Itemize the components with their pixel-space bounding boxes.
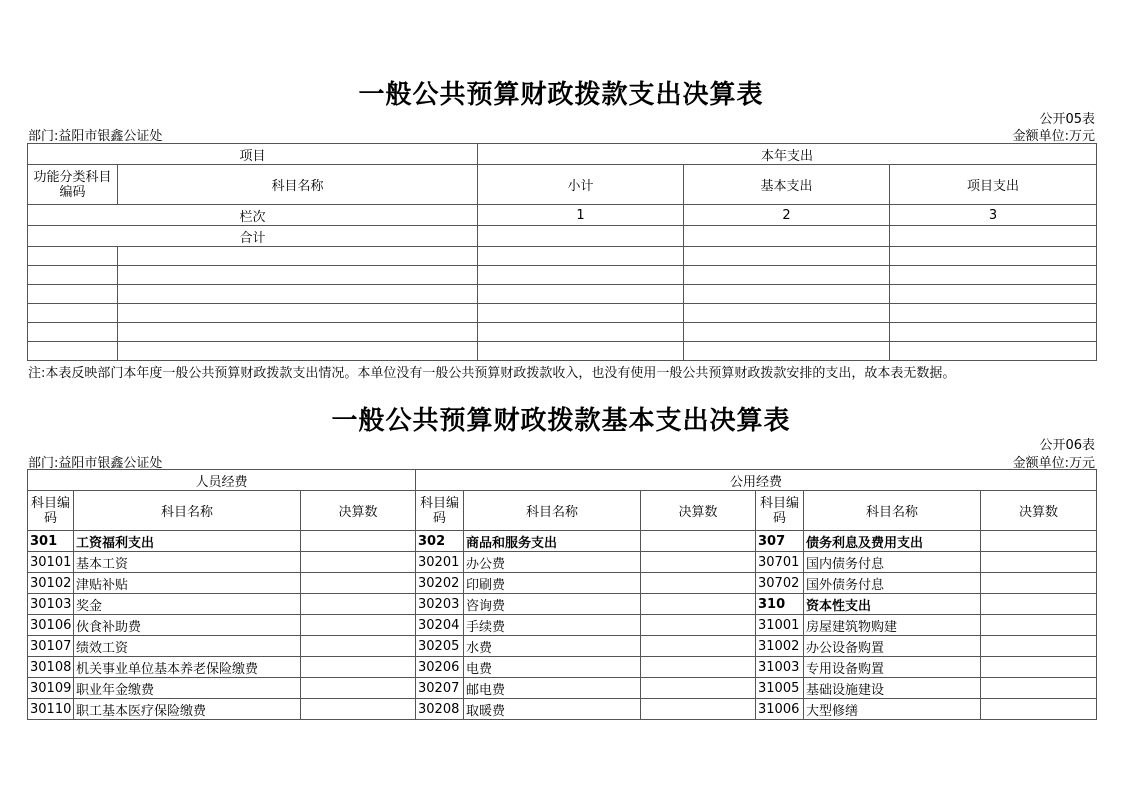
table-row — [28, 615, 1097, 636]
subject-code: 31001 — [756, 615, 804, 636]
table2-title: 一般公共预算财政拨款基本支出决算表 — [331, 406, 791, 436]
header-project: 项目支出 — [890, 165, 1097, 205]
column-index-3: 3 — [890, 205, 1097, 226]
amount — [641, 531, 756, 552]
amount — [301, 615, 416, 636]
header-public: 公用经费 — [416, 470, 1097, 491]
subject-code: 31005 — [756, 678, 804, 699]
total-basic — [684, 226, 890, 247]
header-name: 科目名称 — [804, 491, 981, 531]
header-personnel: 人员经费 — [28, 470, 416, 491]
header-basic: 基本支出 — [684, 165, 890, 205]
table2-department: 部门:益阳市银鑫公证处 — [28, 456, 163, 471]
total-subtotal — [478, 226, 684, 247]
subject-code: 30206 — [416, 657, 464, 678]
subject-name: 基础设施建设 — [804, 678, 981, 699]
amount — [301, 636, 416, 657]
subject-code: 30102 — [28, 573, 74, 594]
subject-name: 取暖费 — [464, 699, 641, 720]
table-row — [28, 552, 1097, 573]
table1-unit: 金额单位:万元 — [1012, 129, 1095, 144]
subject-code: 30204 — [416, 615, 464, 636]
subject-code: 30701 — [756, 552, 804, 573]
table-row — [28, 657, 1097, 678]
subject-name: 大型修缮 — [804, 699, 981, 720]
subject-code: 30107 — [28, 636, 74, 657]
amount — [301, 678, 416, 699]
table-row — [28, 266, 1097, 285]
subject-name: 房屋建筑物购建 — [804, 615, 981, 636]
subject-name: 电费 — [464, 657, 641, 678]
table1-note: 注:本表反映部门本年度一般公共预算财政拨款支出情况。本单位没有一般公共预算财政拨款收入，也没有使用一般公共预算财政拨款安排的支出，故本表无数据。 — [28, 366, 956, 381]
subject-code: 30101 — [28, 552, 74, 573]
amount — [641, 657, 756, 678]
table-row — [28, 699, 1097, 720]
table-row — [28, 285, 1097, 304]
subject-code: 30202 — [416, 573, 464, 594]
amount — [301, 699, 416, 720]
table1 — [27, 143, 1097, 361]
amount — [301, 552, 416, 573]
amount — [641, 678, 756, 699]
amount — [301, 531, 416, 552]
subject-code: 30205 — [416, 636, 464, 657]
table-row — [28, 304, 1097, 323]
header-item: 项目 — [28, 144, 478, 165]
subject-name: 商品和服务支出 — [464, 531, 641, 552]
subject-name: 职业年金缴费 — [74, 678, 301, 699]
amount — [301, 657, 416, 678]
amount — [981, 531, 1097, 552]
amount — [641, 573, 756, 594]
header-function-code: 功能分类科目编码 — [28, 165, 118, 205]
subject-name: 办公费 — [464, 552, 641, 573]
subject-name: 工资福利支出 — [74, 531, 301, 552]
total-project — [890, 226, 1097, 247]
subject-code: 31003 — [756, 657, 804, 678]
table-row — [28, 636, 1097, 657]
table-row — [28, 678, 1097, 699]
table-row — [28, 323, 1097, 342]
header-name: 科目名称 — [74, 491, 301, 531]
amount — [981, 678, 1097, 699]
subject-name: 基本工资 — [74, 552, 301, 573]
amount — [641, 615, 756, 636]
amount — [981, 699, 1097, 720]
column-index-2: 2 — [684, 205, 890, 226]
subject-code: 30106 — [28, 615, 74, 636]
amount — [301, 573, 416, 594]
subject-name: 国外债务付息 — [804, 573, 981, 594]
subject-name: 绩效工资 — [74, 636, 301, 657]
table2 — [27, 469, 1097, 720]
subject-code: 30207 — [416, 678, 464, 699]
subject-code: 30702 — [756, 573, 804, 594]
column-index-1: 1 — [478, 205, 684, 226]
table1-department: 部门:益阳市银鑫公证处 — [28, 129, 163, 144]
table2-code: 公开06表 — [1039, 438, 1095, 453]
subject-name: 资本性支出 — [804, 594, 981, 615]
amount — [981, 594, 1097, 615]
subject-name: 国内债务付息 — [804, 552, 981, 573]
subject-code: 30110 — [28, 699, 74, 720]
subject-code: 30201 — [416, 552, 464, 573]
subject-name: 津贴补贴 — [74, 573, 301, 594]
subject-name: 机关事业单位基本养老保险缴费 — [74, 657, 301, 678]
amount — [981, 657, 1097, 678]
subject-code: 307 — [756, 531, 804, 552]
header-amount: 决算数 — [301, 491, 416, 531]
amount — [641, 636, 756, 657]
subject-name: 专用设备购置 — [804, 657, 981, 678]
table2-unit: 金额单位:万元 — [1012, 456, 1095, 471]
table-row — [28, 247, 1097, 266]
table-row — [28, 531, 1097, 552]
header-year-expense: 本年支出 — [478, 144, 1097, 165]
amount — [981, 552, 1097, 573]
amount — [981, 615, 1097, 636]
table-row — [28, 342, 1097, 361]
amount — [641, 552, 756, 573]
header-code: 科目编码 — [756, 491, 804, 531]
header-code: 科目编码 — [28, 491, 74, 531]
amount — [641, 594, 756, 615]
subject-name: 印刷费 — [464, 573, 641, 594]
amount — [981, 636, 1097, 657]
subject-name: 伙食补助费 — [74, 615, 301, 636]
header-code: 科目编码 — [416, 491, 464, 531]
subject-name: 办公设备购置 — [804, 636, 981, 657]
total-label: 合计 — [28, 226, 478, 247]
subject-name: 奖金 — [74, 594, 301, 615]
header-subtotal: 小计 — [478, 165, 684, 205]
amount — [641, 699, 756, 720]
table1-code: 公开05表 — [1039, 112, 1095, 127]
subject-code: 301 — [28, 531, 74, 552]
subject-name: 咨询费 — [464, 594, 641, 615]
subject-name: 邮电费 — [464, 678, 641, 699]
subject-code: 310 — [756, 594, 804, 615]
amount — [981, 573, 1097, 594]
table1-title: 一般公共预算财政拨款支出决算表 — [358, 80, 764, 110]
subject-name: 职工基本医疗保险缴费 — [74, 699, 301, 720]
header-subject-name: 科目名称 — [118, 165, 478, 205]
table-row — [28, 573, 1097, 594]
subject-code: 30208 — [416, 699, 464, 720]
subject-code: 30108 — [28, 657, 74, 678]
subject-code: 30203 — [416, 594, 464, 615]
subject-code: 30103 — [28, 594, 74, 615]
table-row — [28, 594, 1097, 615]
subject-name: 水费 — [464, 636, 641, 657]
subject-name: 手续费 — [464, 615, 641, 636]
subject-code: 30109 — [28, 678, 74, 699]
subject-code: 302 — [416, 531, 464, 552]
subject-name: 债务利息及费用支出 — [804, 531, 981, 552]
header-amount: 决算数 — [641, 491, 756, 531]
header-name: 科目名称 — [464, 491, 641, 531]
column-index-label: 栏次 — [28, 205, 478, 226]
subject-code: 31006 — [756, 699, 804, 720]
amount — [301, 594, 416, 615]
header-amount: 决算数 — [981, 491, 1097, 531]
subject-code: 31002 — [756, 636, 804, 657]
